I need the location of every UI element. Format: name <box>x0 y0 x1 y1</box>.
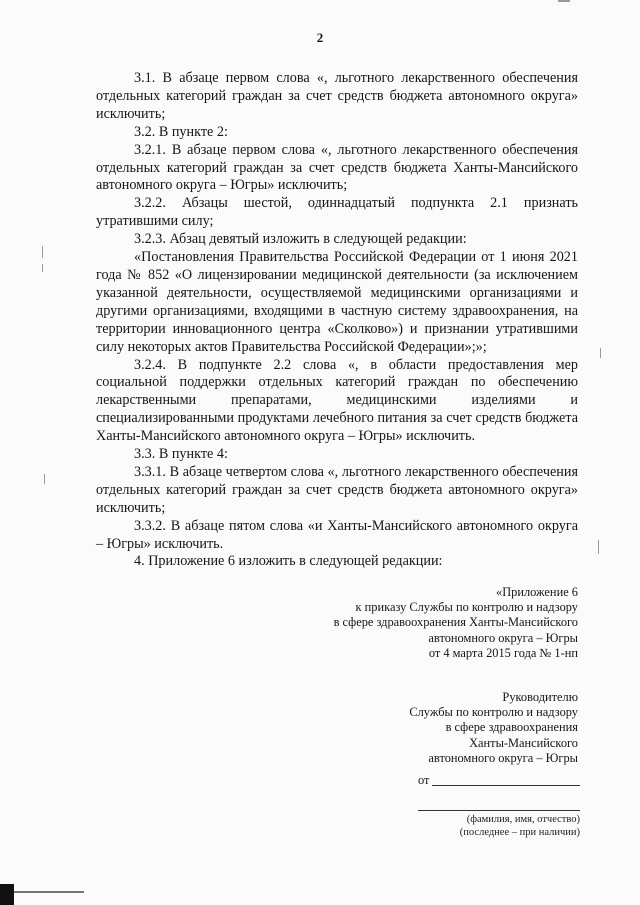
appendix-line: от 4 марта 2015 года № 1-нп <box>428 645 578 660</box>
caption-line: (фамилия, имя, отчество) <box>466 814 580 825</box>
appendix-header <box>300 585 578 661</box>
paragraph-p3-2-3: 3.2.3. Абзац девятый изложить в следующей редакции: <box>134 231 467 248</box>
addressee-line: Руководителю <box>502 690 578 704</box>
name-fill-line <box>418 810 580 811</box>
caption-line: (последнее – при наличии) <box>459 827 580 838</box>
from-label: от <box>418 773 430 787</box>
name-caption <box>418 813 580 839</box>
from-row <box>418 773 580 787</box>
appendix-line: к приказу Службы по контролю и надзору <box>355 600 578 615</box>
appendix-line: «Приложение 6 <box>496 585 578 599</box>
scan-artifact <box>42 246 43 258</box>
paragraph-p3-2-4: 3.2.4. В подпункте 2.2 слова «, в области предоставления мер социальной поддержки отдельных категорий граждан по обеспечению лекарственными препаратами, медицинскими изделиями и специализированными продуктами лечебного питания за счет средств бюджета Ханты-Мансийского автономного округа – Югры» исключить. <box>96 356 578 445</box>
paragraph-p4: 4. Приложение 6 изложить в следующей редакции: <box>134 553 443 570</box>
appendix-line: автономного округа – Югры <box>428 630 578 645</box>
from-fill-line <box>432 785 580 786</box>
addressee-line: в сфере здравоохранения <box>445 720 578 735</box>
scan-artifact <box>42 264 43 272</box>
page-number: 2 <box>316 30 324 45</box>
paragraph-p3-3: 3.3. В пункте 4: <box>134 446 228 463</box>
paragraph-p3-2-2: 3.2.2. Абзацы шестой, одиннадцатый подпункта 2.1 признать утратившими силу; <box>96 195 578 230</box>
scan-artifact <box>44 474 45 484</box>
addressee-block <box>340 690 578 766</box>
addressee-line: Службы по контролю и надзору <box>409 705 578 720</box>
paragraph-p3-3-1: 3.3.1. В абзаце четвертом слова «, льготного лекарственного обеспечения отдельных категорий граждан за счет средств бюджета автономного округа» исключить; <box>96 463 578 516</box>
addressee-line: автономного округа – Югры <box>428 750 578 765</box>
paragraph-p3-1: 3.1. В абзаце первом слова «, льготного лекарственного обеспечения отдельных категорий граждан за счет средств бюджета автономного округа» исключить; <box>96 70 578 122</box>
appendix-line: в сфере здравоохранения Ханты-Мансийского <box>333 615 578 630</box>
addressee-line: Ханты-Мансийского <box>469 735 578 750</box>
document-body <box>96 70 578 571</box>
scan-artifact <box>14 891 84 893</box>
scan-artifact <box>0 884 14 905</box>
paragraph-p3-2-1: 3.2.1. В абзаце первом слова «, льготного лекарственного обеспечения отдельных категорий граждан за счет средств бюджета Ханты-Мансийского автономного округа – Югры» исключить; <box>96 141 578 194</box>
paragraph-p3-2: 3.2. В пункте 2: <box>134 123 228 140</box>
scan-artifact <box>558 0 570 2</box>
scan-artifact <box>600 348 601 358</box>
paragraph-p-quote: «Постановления Правительства Российской Федерации от 1 июня 2021 года № 852 «О лицензировании медицинской деятельности (за исключением указанной деятельности, осуществляемой медицинскими организациями и другими организациями, входящими в частную систему здравоохранения, на территории инновационного центра «Сколково») и признании утратившими силу некоторых актов Правительства Российской Федерации»;»; <box>96 249 578 355</box>
paragraph-p3-3-2: 3.3.2. В абзаце пятом слова «и Ханты-Мансийского автономного округа – Югры» исключить. <box>96 517 578 552</box>
scan-artifact <box>598 540 599 554</box>
